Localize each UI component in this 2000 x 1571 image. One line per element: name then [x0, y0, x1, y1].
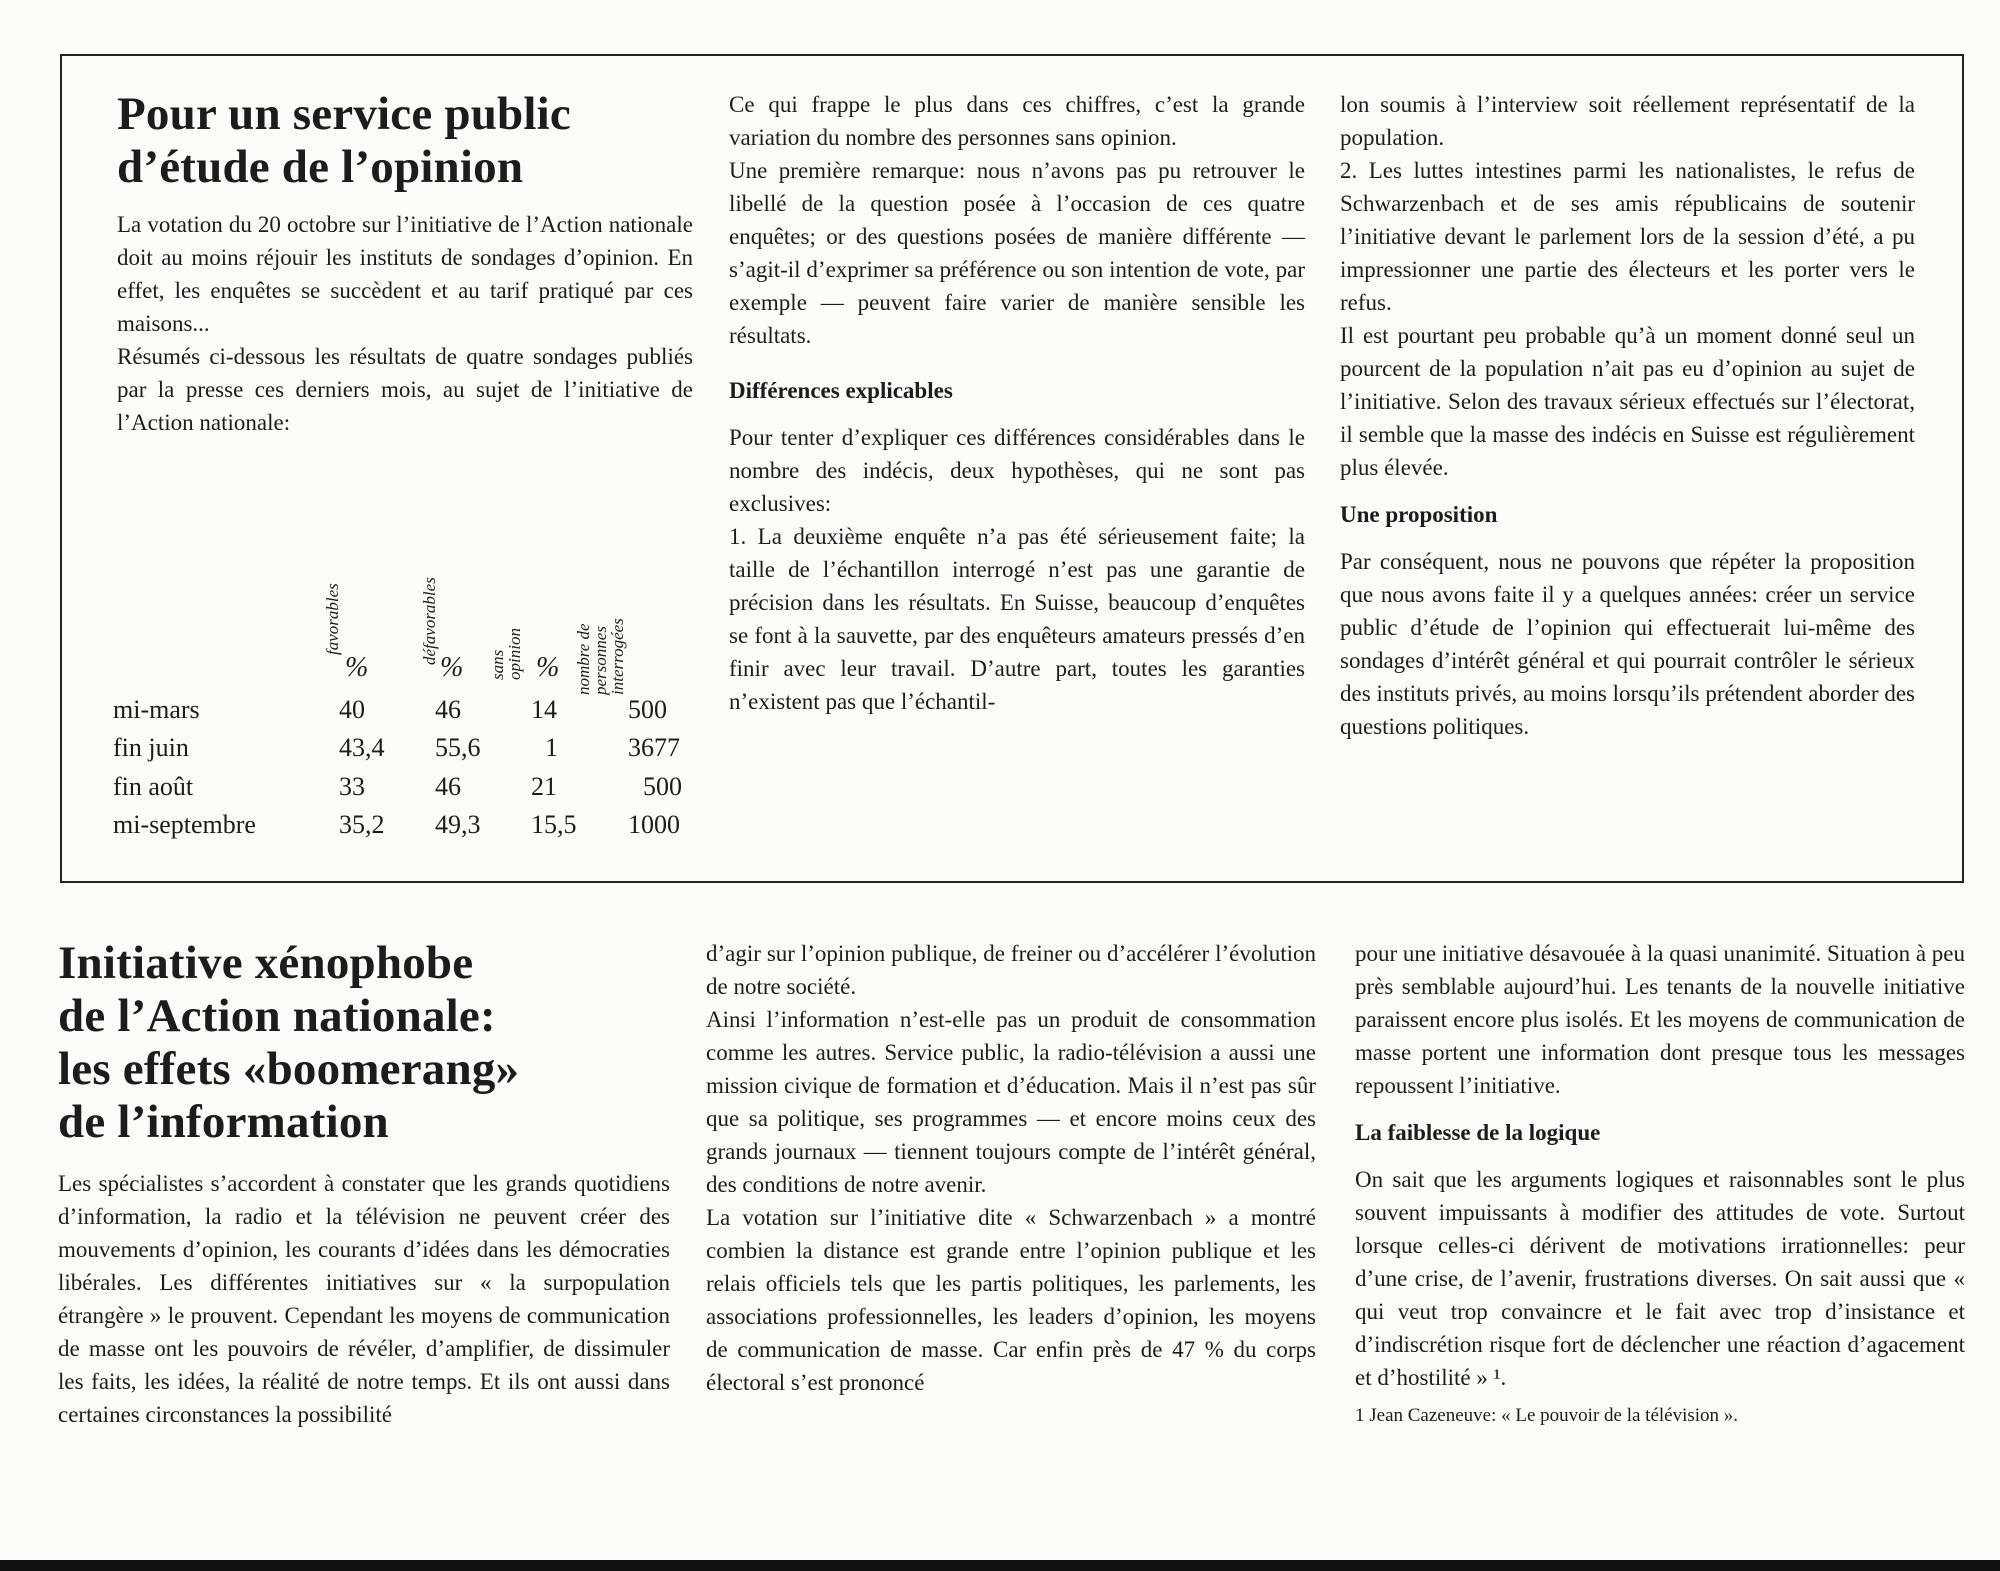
- article1-column-2: [729, 88, 1305, 718]
- poll-results-table: favorables défavorables sans opinion nombre de personnes interrogées % % % mi-mars 40 46 14 500 fin juin 43,4 55,6 1 3677 fin août 33 46 21 500 mi-septembre 35,2 49,3 15,5 1000: [113, 577, 682, 839]
- article2-paragraph: Ainsi l’information n’est-elle pas un produit de consommation comme les autres. Service public, la radio-télévision a aussi une mission civique de formation et d’éducation. Mais il n’est pas sûr que sa politique, ses programmes — et encore moins ceux des grands journaux — tiennent toujours compte de l’intérêt général, des conditions de notre avenir.: [706, 1007, 1316, 1197]
- article1-paragraph: lon soumis à l’interview soit réellement représentatif de la population.: [1340, 92, 1915, 150]
- subheading-differences: Différences explicables: [729, 378, 953, 403]
- article1-paragraph: Une première remarque: nous n’avons pas pu retrouver le libellé de la question posée à l’occasion de ces quatre enquêtes; or des questions posées de manière différente — s’agit-il d’exprimer sa préférence ou son intention de vote, par exemple — peuvent faire varier de manière sensible les résultats.: [729, 158, 1305, 348]
- subheading-proposition: Une proposition: [1340, 502, 1498, 527]
- article1-paragraph: Pour tenter d’expliquer ces différences considérables dans le nombre des indécis, deux hypothèses, qui ne sont pas exclusives:: [729, 425, 1305, 516]
- article2-paragraph: Les spécialistes s’accordent à constater que les grands quotidiens d’information, la radio et la télévision ne peuvent créer des mouvements d’opinion, les courants d’idées dans les démocraties libérales. Les différentes initiatives sur « la surpopulation étrangère » le prouvent. Cependant les moyens de communication de masse ont les pouvoirs de révéler, d’amplifier, de dissimuler les faits, les idées, la réalité de notre temps. Et ils ont aussi dans certaines circonstances la possibilité: [58, 1171, 670, 1427]
- column-header-favorables: favorables: [323, 583, 342, 655]
- article1-paragraph: 2. Les luttes intestines parmi les nationalistes, le refus de Schwarzenbach et de ses amis républicains de soutenir l’initiative devant le parlement lors de la session d’été, a pu impressionner une partie des électeurs et les porter vers le refus.: [1340, 158, 1915, 315]
- article1-paragraph: Il est pourtant peu probable qu’à un moment donné seul un pourcent de la population n’ait pas eu d’opinion au sujet de l’initiative. Selon des travaux sérieux effectués sur l’électorat, il semble que la masse des indécis en Suisse est régulièrement plus élevée.: [1340, 323, 1915, 480]
- article2-column-2: [706, 937, 1316, 1399]
- column-header-sans-opinion: sans opinion: [488, 628, 524, 680]
- percent-mark: %: [440, 652, 464, 683]
- footnote: 1 Jean Cazeneuve: « Le pouvoir de la télévision ».: [1355, 1405, 1739, 1426]
- column-header-defavorables: défavorables: [420, 577, 439, 665]
- article2-paragraph: La votation sur l’initiative dite « Schwarzenbach » a montré combien la distance est grande entre l’opinion publique et les relais officiels tels que les partis politiques, les parlements, les associations professionnelles, les leaders d’opinion, les moyens de communication de masse. Car enfin près de 47 % du corps électoral s’est prononcé: [706, 1205, 1316, 1395]
- article2-title: Initiative xénophobe de l’Action nationale: les effets «boomerang» de l’information: [58, 937, 520, 1148]
- percent-mark: %: [536, 652, 560, 683]
- column-header-nombre: nombre de personnes interrogées: [574, 618, 627, 695]
- article1-intro-paragraph: La votation du 20 octobre sur l’initiative de l’Action nationale doit au moins réjouir les instituts de sondages d’opinion. En effet, les enquêtes se succèdent et au tarif pratiqué par ces maisons...: [117, 212, 693, 336]
- article2-column-1: [58, 937, 670, 1431]
- subheading-logique: La faiblesse de la logique: [1355, 1120, 1601, 1145]
- article1-title: Pour un service public d’étude de l’opinion: [117, 88, 571, 193]
- article1-paragraph: Par conséquent, nous ne pouvons que répéter la proposition que nous avons faite il y a quelques années: créer un service public d’étude de l’opinion qui effectuerait lui-même des sondages d’intérêt général et qui pourrait contrôler le sérieux des instituts privés, au moins lorsqu’ils prétendent aborder des questions politiques.: [1340, 549, 1915, 739]
- article2-column-3: [1355, 937, 1965, 1430]
- percent-mark: %: [345, 652, 369, 683]
- article1-column-1: [117, 88, 693, 439]
- article1-paragraph: Ce qui frappe le plus dans ces chiffres, c’est la grande variation du nombre des personnes sans opinion.: [729, 92, 1305, 150]
- article2-paragraph: d’agir sur l’opinion publique, de freiner ou d’accélérer l’évolution de notre société.: [706, 941, 1316, 999]
- page-bottom-rule: [0, 1560, 2000, 1571]
- article1-intro-paragraph: Résumés ci-dessous les résultats de quatre sondages publiés par la presse ces derniers mois, au sujet de l’initiative de l’Action nationale:: [117, 344, 693, 435]
- article1-paragraph: 1. La deuxième enquête n’a pas été sérieusement faite; la taille de l’échantillon interrogé n’est pas une garantie de précision dans les résultats. En Suisse, beaucoup d’enquêtes se font à la sauvette, par des enquêteurs amateurs pressés d’en finir avec leur travail. D’autre part, toutes les garanties n’existent pas que l’échantil-: [729, 524, 1305, 714]
- article2-paragraph: On sait que les arguments logiques et raisonnables sont le plus souvent impuissants à modifier des attitudes de vote. Surtout lorsque celles-ci dérivent de motivations irrationnelles: peur d’une crise, de l’avenir, frustrations diverses. On sait aussi que « qui veut trop convaincre et le fait avec trop d’insistance et d’indiscrétion risque fort de déclencher une réaction d’agacement et d’hostilité » ¹.: [1355, 1167, 1965, 1390]
- article2-paragraph: pour une initiative désavouée à la quasi unanimité. Situation à peu près semblable aujourd’hui. Les tenants de la nouvelle initiative paraissent encore plus isolés. Et les moyens de communication de masse portent une information dont presque tous les messages repoussent l’initiative.: [1355, 941, 1965, 1098]
- article1-column-3: [1340, 88, 1915, 743]
